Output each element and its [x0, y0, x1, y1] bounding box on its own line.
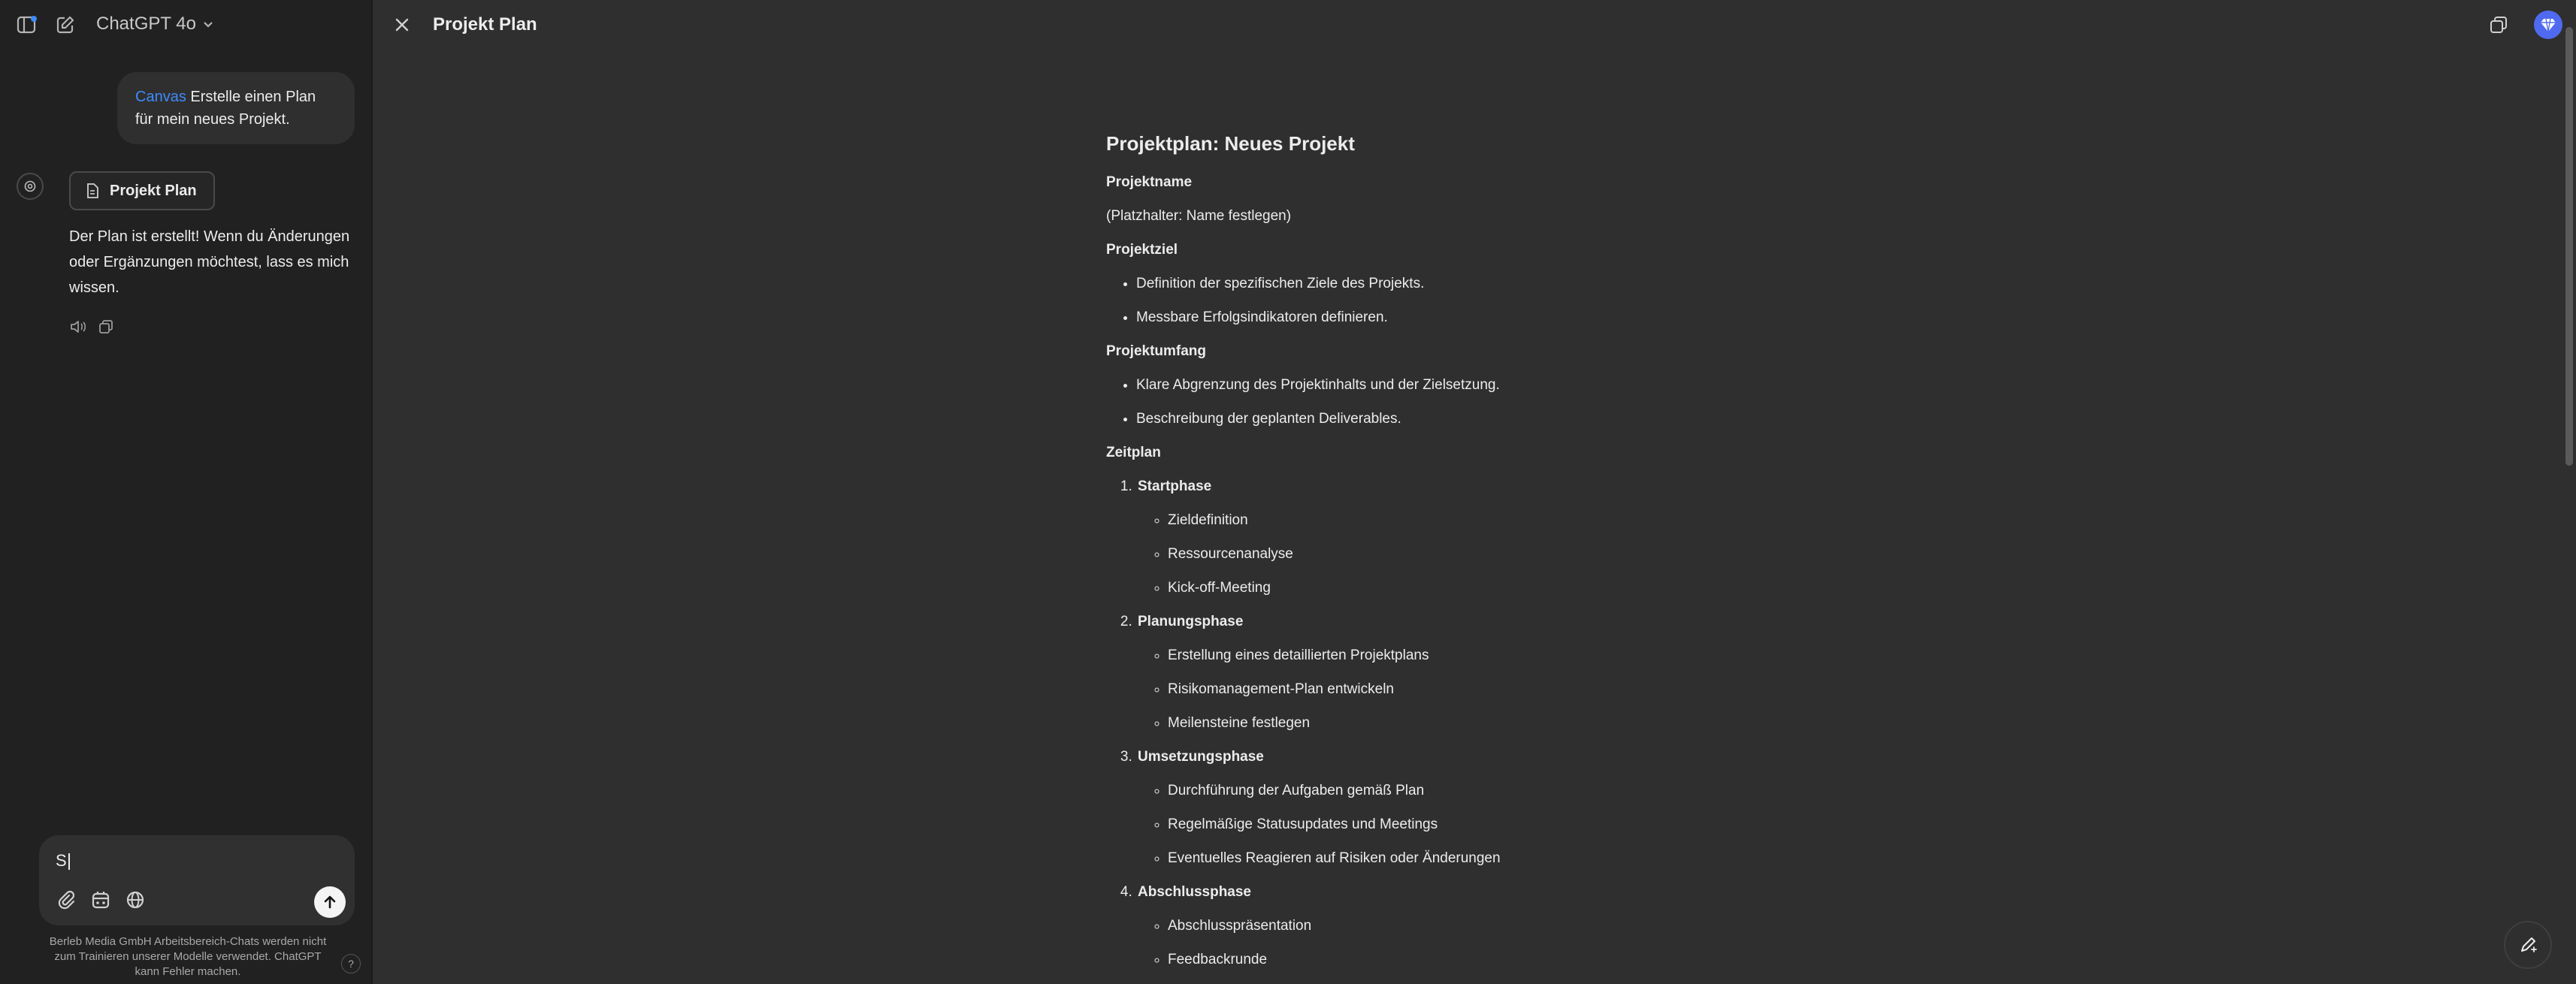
scrollbar[interactable] — [2565, 27, 2573, 466]
goal-list — [1106, 267, 1782, 334]
disclaimer: Berleb Media GmbH Arbeitsbereich-Chats werden nicht zum Trainieren unserer Modelle verwendet. ChatGPT kann Fehler machen. — [49, 935, 327, 978]
section-goal-label: Projektziel — [1106, 242, 1178, 258]
arrow-up-icon — [322, 894, 338, 910]
read-aloud-icon[interactable] — [69, 318, 87, 339]
list-item: ◦ Kick-off-Meeting — [1168, 571, 1782, 605]
copy-document-icon[interactable] — [2487, 14, 2510, 36]
user-avatar[interactable] — [2534, 11, 2562, 39]
canvas-tag: Canvas — [135, 89, 186, 105]
list-item: ◦ Abschlusspräsentation — [1168, 909, 1782, 943]
list-item: ◦ Risikomanagement-Plan entwickeln — [1168, 672, 1782, 706]
message-actions — [69, 318, 114, 339]
scope-list — [1106, 368, 1782, 436]
canvas-title: Projekt Plan — [433, 14, 537, 35]
document — [1106, 126, 1782, 976]
chat-topbar — [0, 0, 373, 50]
phase-item — [1136, 605, 1782, 740]
section-scope-label: Projektumfang — [1106, 343, 1207, 359]
list-item: • Messbare Erfolgsindikatoren definieren. — [1136, 300, 1782, 334]
chat-panel — [0, 0, 373, 984]
list-item: ◦ Feedbackrunde — [1168, 943, 1782, 976]
phase-item — [1136, 469, 1782, 605]
model-selector[interactable] — [96, 14, 214, 35]
list-item: ◦ Ressourcenanalyse — [1168, 537, 1782, 571]
list-item: ◦ Durchführung der Aufgaben gemäß Plan — [1168, 774, 1782, 807]
tools-icon[interactable] — [90, 889, 111, 914]
user-message-text: Erstelle einen Plan für mein neues Projekt. — [135, 89, 316, 128]
section-name-label: Projektname — [1106, 174, 1193, 190]
phase-name: Planungsphase — [1138, 614, 1244, 629]
phase-name: Abschlussphase — [1138, 884, 1251, 900]
canvas-document-chip[interactable] — [69, 171, 215, 210]
phase-item — [1136, 740, 1782, 875]
close-icon[interactable] — [391, 14, 413, 36]
composer-tools — [56, 889, 146, 914]
section-schedule-label: Zeitplan — [1106, 445, 1161, 460]
list-item: ◦ Meilensteine festlegen — [1168, 706, 1782, 740]
message-composer — [39, 835, 355, 925]
list-item: • Klare Abgrenzung des Projektinhalts und der Zielsetzung. — [1136, 368, 1782, 402]
model-name-label: ChatGPT 4o — [96, 14, 196, 34]
phase-item — [1136, 875, 1782, 976]
document-icon — [86, 183, 99, 198]
copy-icon[interactable] — [98, 318, 114, 339]
phase-name: Umsetzungsphase — [1138, 749, 1264, 765]
help-button[interactable]: ? — [341, 954, 361, 973]
web-search-icon[interactable] — [125, 889, 146, 914]
list-item: ◦ Regelmäßige Statusupdates und Meetings — [1168, 807, 1782, 841]
new-chat-icon[interactable] — [54, 14, 77, 36]
send-button[interactable] — [314, 886, 346, 918]
list-item: ◦ Zieldefinition — [1168, 503, 1782, 537]
chevron-down-icon — [202, 20, 214, 29]
phase-name: Startphase — [1138, 478, 1212, 494]
attach-icon[interactable] — [56, 889, 77, 914]
sidebar-toggle-icon[interactable] — [15, 14, 39, 36]
edit-suggestions-button[interactable] — [2504, 921, 2552, 969]
assistant-message: Der Plan ist erstellt! Wenn du Änderungen oder Ergänzungen möchtest, lass es mich wissen. — [69, 228, 350, 296]
canvas-panel — [373, 0, 2576, 984]
list-item: ◦ Erstellung eines detaillierten Projektplans — [1168, 638, 1782, 672]
pencil-sparkle-icon — [2517, 934, 2538, 955]
document-heading: Projektplan: Neues Projekt — [1106, 132, 1355, 155]
list-item: • Definition der spezifischen Ziele des Projekts. — [1136, 267, 1782, 300]
document-chip-label: Projekt Plan — [110, 182, 197, 199]
user-message — [117, 72, 355, 144]
list-item: ◦ Eventuelles Reagieren auf Risiken oder Änderungen — [1168, 841, 1782, 875]
list-item: • Beschreibung der geplanten Deliverables. — [1136, 402, 1782, 436]
diamond-icon — [2540, 17, 2556, 32]
section-name-text: (Platzhalter: Name festlegen) — [1106, 208, 1292, 224]
phase-list — [1106, 469, 1782, 976]
assistant-logo-icon — [17, 173, 44, 200]
message-input[interactable]: S — [56, 846, 326, 876]
